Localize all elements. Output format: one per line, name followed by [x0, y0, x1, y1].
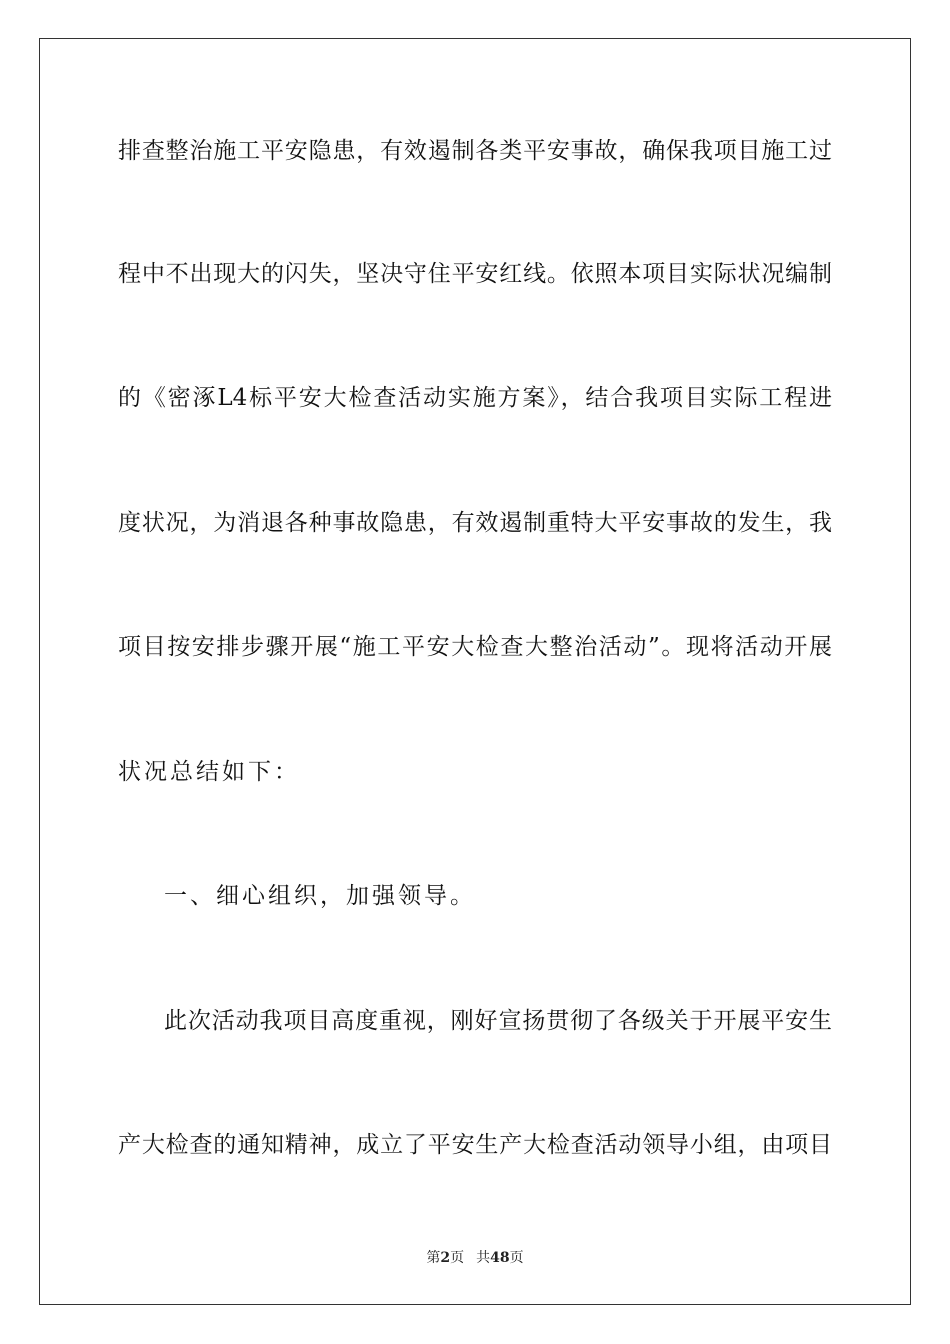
body-text-line: 程中不出现大的闪失，坚决守住平安红线。依照本项目实际状况编制	[118, 261, 832, 287]
body-text-line: 的《密涿L4标平安大检查活动实施方案》，结合我项目实际工程进	[118, 385, 832, 411]
total-suffix: 页	[509, 1250, 524, 1266]
total-prefix: 共	[476, 1250, 491, 1266]
page-border	[39, 38, 911, 1305]
page-footer	[0, 1247, 950, 1267]
body-text-line: 项目按安排步骤开展“施工平安大检查大整治活动”。现将活动开展	[118, 634, 832, 660]
body-text-line: 排查整治施工平安隐患，有效遏制各类平安事故，确保我项目施工过	[118, 138, 832, 164]
body-text-line: 产大检查的通知精神，成立了平安生产大检查活动领导小组，由项目	[118, 1132, 832, 1158]
total-pages: 48	[490, 1250, 510, 1266]
body-text-line: 状况总结如下：	[118, 759, 300, 785]
body-text-line: 度状况，为消退各种事故隐患，有效遏制重特大平安事故的发生，我	[118, 510, 832, 536]
paragraph-first-line: 此次活动我项目高度重视，刚好宣扬贯彻了各级关于开展平安生	[164, 1008, 832, 1034]
page-prefix: 第	[426, 1250, 441, 1266]
section-heading: 一、细心组织，加强领导。	[164, 883, 476, 909]
page-number: 2	[440, 1250, 451, 1266]
page-suffix: 页	[450, 1250, 465, 1266]
